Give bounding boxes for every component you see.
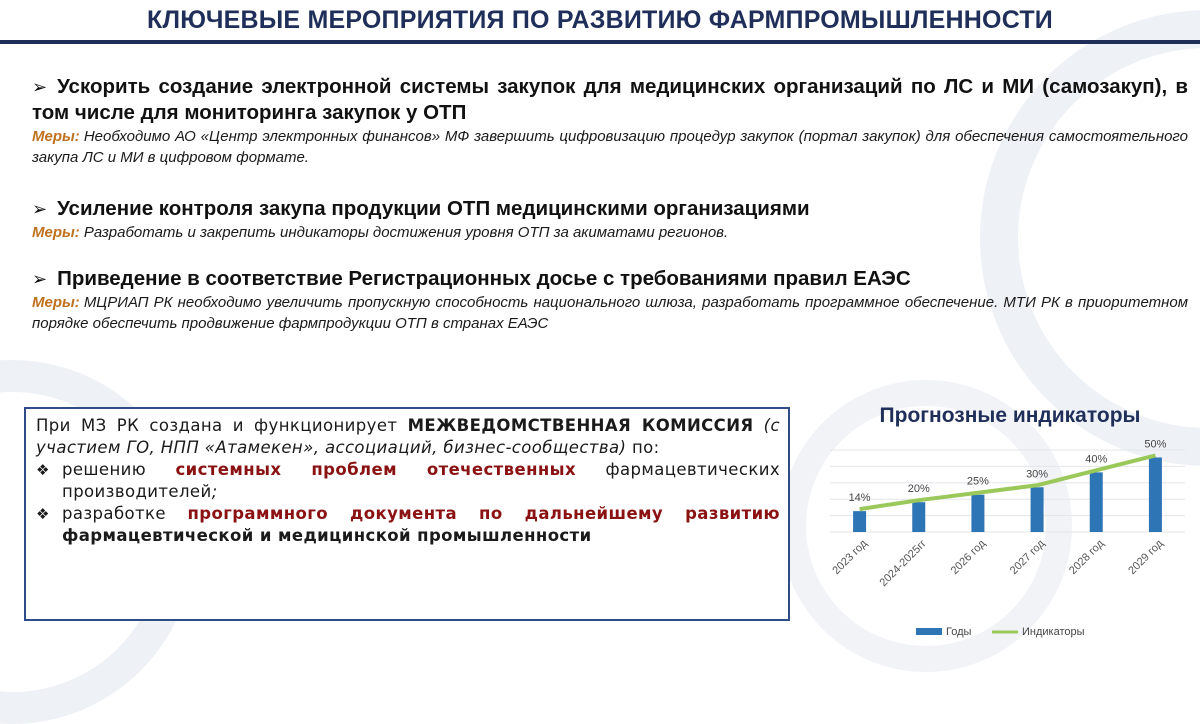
legend-label-bars: Годы — [946, 626, 972, 638]
measure-label: Меры: — [32, 128, 80, 145]
slide-title: КЛЮЧЕВЫЕ МЕРОПРИЯТИЯ ПО РАЗВИТИЮ ФАРМПРОМЫШЛЕННОСТИ — [147, 6, 1053, 34]
measure-item-2 — [32, 196, 1188, 243]
commission-box — [24, 407, 790, 621]
forecast-chart — [820, 440, 1200, 672]
data-label-5: 50% — [1144, 440, 1167, 451]
measure-label: Меры: — [32, 224, 80, 241]
item-heading: ➢ Приведение в соответствие Регистрационных досье с требованиями правил ЕАЭС — [32, 267, 911, 290]
data-label-1: 20% — [907, 483, 930, 496]
measure-label: Меры: — [32, 294, 80, 311]
item-heading: ➢ Усиление контроля закупа продукции ОТП медицинскими организациями — [32, 197, 810, 220]
arrow-bullet-icon: ➢ — [32, 269, 48, 289]
category-label-4: 2028 год — [1067, 537, 1107, 577]
item-measure: Меры: МЦРИАП РК необходимо увеличить пропускную способность национального шлюза, разработать программное обеспечение. МТИ РК в приоритетном порядке обеспечить продвижение фармпродукции ОТП в странах ЕАЭС — [32, 294, 1188, 332]
bar-5 — [1149, 457, 1162, 532]
category-label-1: 2024-2025гг — [877, 537, 929, 590]
commission-intro: При МЗ РК создана и функционирует МЕЖВЕДОМСТВЕННАЯ КОМИССИЯ (с участием ГО, НПП «Атамекен», ассоциаций, бизнес-сообщества) по: — [36, 416, 780, 457]
measure-item-1 — [32, 74, 1188, 168]
legend-swatch-bars — [916, 628, 942, 635]
chart-title: Прогнозные индикаторы — [879, 404, 1141, 427]
commission-bullet-1: ❖ решению системных проблем отечественных фармацевтических производителей; — [36, 460, 780, 501]
legend-label-line: Индикаторы — [1022, 626, 1085, 638]
category-label-0: 2023 год — [830, 537, 870, 577]
bar-2 — [971, 495, 984, 532]
commission-bullet-2: ❖ разработке программного документа по дальнейшему развитию фармацевтической и медицинской промышленности — [36, 504, 780, 545]
diamond-bullet-icon: ❖ — [36, 505, 50, 523]
data-label-3: 30% — [1026, 468, 1049, 481]
bar-4 — [1090, 472, 1103, 532]
bar-0 — [853, 511, 866, 532]
diamond-bullet-icon: ❖ — [36, 461, 50, 479]
category-label-2: 2026 год — [948, 537, 989, 577]
category-label-5: 2029 год — [1126, 537, 1166, 577]
bar-3 — [1031, 487, 1044, 532]
item-measure: Меры: Необходимо АО «Центр электронных финансов» МФ завершить цифровизацию процедур закупок (портал закупок) для обеспечения самостоятельного закупа ЛС и МИ в цифровом формате. — [32, 128, 1188, 166]
arrow-bullet-icon: ➢ — [32, 199, 48, 219]
data-label-2: 25% — [966, 475, 989, 488]
item-measure: Меры: Разработать и закрепить индикаторы достижения уровня ОТП за акиматами регионов. — [32, 224, 729, 241]
title-divider — [0, 40, 1200, 44]
arrow-bullet-icon: ➢ — [32, 77, 48, 97]
category-label-3: 2027 год — [1007, 537, 1048, 577]
data-label-0: 14% — [848, 492, 871, 505]
item-heading: ➢ Ускорить создание электронной системы закупок для медицинских организаций по ЛС и МИ (самозакуп), в том числе для мониторинга закупок у ОТП — [32, 75, 1188, 124]
bar-1 — [912, 502, 925, 532]
measure-item-3 — [32, 266, 1188, 334]
indicator-line — [860, 455, 1156, 509]
data-label-4: 40% — [1085, 453, 1108, 466]
